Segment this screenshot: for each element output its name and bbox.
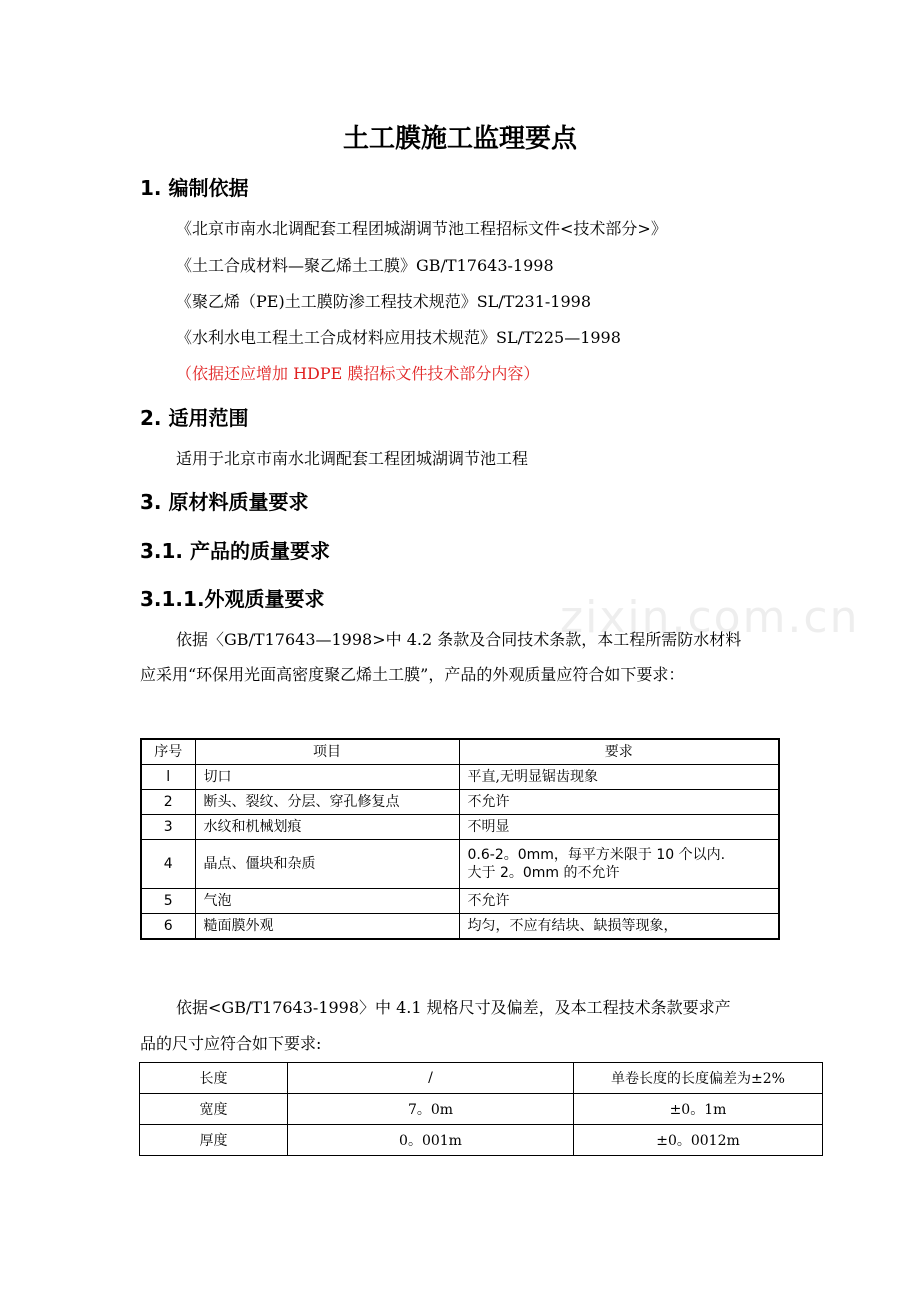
row-no: 5 bbox=[141, 889, 195, 914]
dim-tolerance: ±0。1m bbox=[574, 1094, 823, 1125]
table-row bbox=[141, 914, 779, 940]
header-item: 项目 bbox=[195, 739, 459, 765]
dimension-paragraph-line-1: 依据<GB/T17643-1998〉中 4.1 规格尺寸及偏差，及本工程技术条款要求产 bbox=[176, 998, 731, 1017]
row-requirement bbox=[459, 840, 779, 889]
dim-tolerance: 单卷长度的长度偏差为±2% bbox=[574, 1063, 823, 1094]
section-3-1-heading: 3.1. 产品的质量要求 bbox=[140, 539, 330, 563]
row-requirement: 不明显 bbox=[459, 815, 779, 840]
dim-value: / bbox=[288, 1063, 574, 1094]
row-requirement: 不允许 bbox=[459, 790, 779, 815]
section-1-heading: 1. 编制依据 bbox=[140, 176, 249, 200]
table-row bbox=[141, 790, 779, 815]
reference-2: 《土工合成材料—聚乙烯土工膜》GB/T17643-1998 bbox=[176, 256, 554, 275]
header-requirement: 要求 bbox=[459, 739, 779, 765]
row-requirement: 均匀，不应有结块、缺损等现象， bbox=[459, 914, 779, 940]
section-3-heading: 3. 原材料质量要求 bbox=[140, 490, 309, 514]
watermark: zixin.com.cn bbox=[560, 592, 860, 643]
row-no: 4 bbox=[141, 840, 195, 889]
table-row bbox=[141, 840, 779, 889]
reference-1: 《北京市南水北调配套工程团城湖调节池工程招标文件<技术部分>》 bbox=[176, 219, 667, 238]
table-row bbox=[140, 1125, 823, 1156]
scope-text: 适用于北京市南水北调配套工程团城湖调节池工程 bbox=[176, 449, 529, 468]
appearance-quality-table bbox=[140, 738, 780, 940]
appearance-paragraph-line-1: 依据〈GB/T17643—1998>中 4.2 条款及合同技术条款，本工程所需防水材料 bbox=[176, 630, 742, 649]
row-item: 切口 bbox=[195, 765, 459, 790]
dim-name: 宽度 bbox=[140, 1094, 288, 1125]
reference-note: （依据还应增加 HDPE 膜招标文件技术部分内容） bbox=[176, 364, 540, 383]
dim-name: 长度 bbox=[140, 1063, 288, 1094]
appearance-paragraph-line-2: 应采用“环保用光面高密度聚乙烯土工膜”，产品的外观质量应符合如下要求： bbox=[140, 665, 685, 684]
row-no: 2 bbox=[141, 790, 195, 815]
reference-3: 《聚乙烯（PE)土工膜防渗工程技术规范》SL/T231-1998 bbox=[176, 292, 592, 311]
table-row bbox=[140, 1094, 823, 1125]
row-requirement: 不允许 bbox=[459, 889, 779, 914]
table-header-row bbox=[141, 739, 779, 765]
row-no: l bbox=[141, 765, 195, 790]
dim-name: 厚度 bbox=[140, 1125, 288, 1156]
row-requirement-line-2: 大于 2。0mm 的不允许 bbox=[467, 865, 620, 881]
row-requirement-line-1: 0.6-2。0mm，每平方米限于 10 个以内. bbox=[467, 847, 726, 863]
row-item: 气泡 bbox=[195, 889, 459, 914]
row-requirement: 平直,无明显锯齿现象 bbox=[459, 765, 779, 790]
table-row bbox=[141, 889, 779, 914]
row-item: 糙面膜外观 bbox=[195, 914, 459, 940]
dim-tolerance: ±0。0012m bbox=[574, 1125, 823, 1156]
table-row bbox=[140, 1063, 823, 1094]
dim-value: 7。0m bbox=[288, 1094, 574, 1125]
row-item: 断头、裂纹、分层、穿孔修复点 bbox=[195, 790, 459, 815]
row-no: 3 bbox=[141, 815, 195, 840]
section-3-1-1-heading: 3.1.1.外观质量要求 bbox=[140, 587, 325, 611]
table-row bbox=[141, 765, 779, 790]
reference-4: 《水利水电工程土工合成材料应用技术规范》SL/T225—1998 bbox=[176, 328, 621, 347]
dimension-table bbox=[139, 1062, 823, 1156]
table-row bbox=[141, 815, 779, 840]
row-item: 晶点、僵块和杂质 bbox=[195, 840, 459, 889]
row-no: 6 bbox=[141, 914, 195, 940]
dimension-paragraph-line-2: 品的尺寸应符合如下要求: bbox=[140, 1034, 322, 1053]
dim-value: 0。001m bbox=[288, 1125, 574, 1156]
header-no: 序号 bbox=[141, 739, 195, 765]
document-title: 土工膜施工监理要点 bbox=[342, 124, 577, 154]
row-item: 水纹和机械划痕 bbox=[195, 815, 459, 840]
section-2-heading: 2. 适用范围 bbox=[140, 406, 249, 430]
